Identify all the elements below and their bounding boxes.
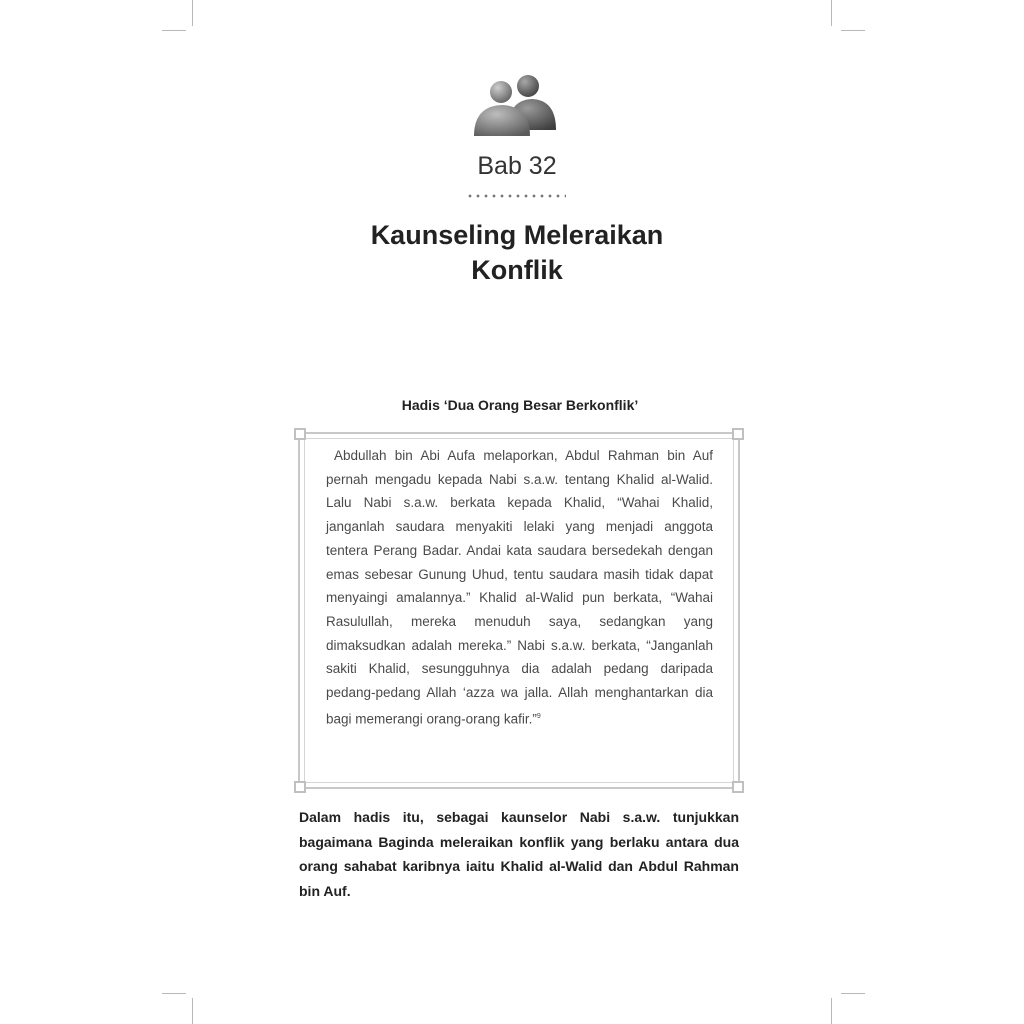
- hadith-body: Abdullah bin Abi Aufa melaporkan, Abdul Rahman bin Auf pernah mengadu kepada Nabi s.a.w. tentang Khalid al-Walid. Lalu Nabi s.a.w. berkata kepada Khalid, “Wahai Khalid, janganlah saudara menyakiti lelaki yang menjadi anggota tentera Perang Badar. Andai kata saudara bersedekah dengan emas sebesar Gunung Uhud, tentu saudara masih tidak dapat menyaingi amalannya.” Khalid al-Walid pun berkata, “Wahai Rasulullah, mereka menuduh saya, sedangkan yang dimaksudkan adalah mereka.” Nabi s.a.w. berkata, “Janganlah sakiti Khalid, sesungguhnya dia adalah pedang daripada pedang-pedang Allah ‘azza wa jalla. Allah menghantarkan dia bagi memerangi orang-orang kafir.”: [326, 448, 713, 727]
- chapter-title: [0, 218, 1024, 288]
- crop-mark-top-left-vertical: [192, 0, 193, 26]
- crop-mark-bottom-right-horizontal: [841, 993, 865, 994]
- hadith-text: [326, 444, 713, 731]
- chapter-title-line-2: Konflik: [471, 255, 563, 285]
- people-icon: [470, 72, 562, 138]
- crop-mark-top-right-horizontal: [841, 30, 865, 31]
- corner-ornament: [294, 781, 306, 793]
- corner-ornament: [732, 781, 744, 793]
- hadith-heading: Hadis ‘Dua Orang Besar Berkonflik’: [401, 397, 639, 413]
- crop-mark-bottom-right-vertical: [831, 998, 832, 1024]
- crop-mark-top-left-horizontal: [162, 30, 186, 31]
- chapter-label: Bab 32: [477, 152, 557, 180]
- footnote-marker: 9: [536, 712, 541, 720]
- dotted-divider: [466, 194, 566, 198]
- crop-mark-top-right-vertical: [831, 0, 832, 26]
- corner-ornament: [294, 428, 306, 440]
- body-paragraph: Dalam hadis itu, sebagai kaunselor Nabi s.a.w. tunjukkan bagaimana Baginda meleraikan konflik yang berlaku antara dua orang sahabat karibnya iaitu Khalid al-Walid dan Abdul Rahman bin Auf.: [299, 809, 739, 899]
- crop-mark-bottom-left-horizontal: [162, 993, 186, 994]
- corner-ornament: [732, 428, 744, 440]
- crop-mark-bottom-left-vertical: [192, 998, 193, 1024]
- chapter-title-line-1: Kaunseling Meleraikan: [370, 220, 664, 250]
- hadith-box: [298, 432, 740, 789]
